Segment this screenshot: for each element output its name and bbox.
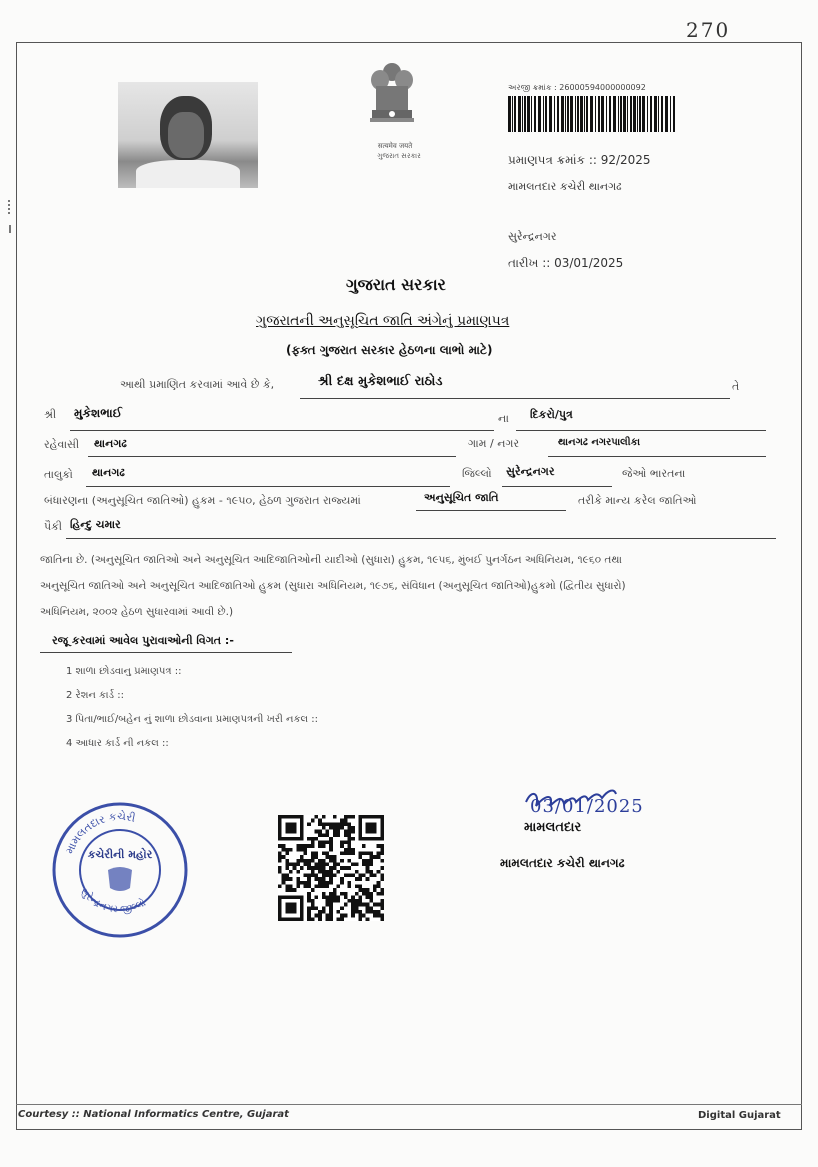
category-value: અનુસૂચિત જાતિ [424,491,499,504]
footer-courtesy: Courtesy :: National Informatics Centre, Gujarat [18,1109,289,1120]
legal-text-line-2: અનુસૂચિત જાતિઓ અને અનુસૂચિત આદિજાતિઓ હુકમ (સુધારા અધિનિયમ, ૧૯૭૬, સંવિધાન (અનુસૂચિત જાતિઓ)હુકમો (દ્વિતીય સુધારો) [40,580,626,592]
underline [516,430,766,431]
national-emblem-icon [362,58,422,140]
issue-date: તારીખ :: 03/01/2025 [508,256,624,270]
evidence-item: 4 આધાર કાર્ડ ની નકલ :: [66,738,169,749]
barcode [508,96,676,132]
signatory-office: મામલતદાર કચેરી થાનગઢ [500,856,625,870]
te-text: તે [732,380,740,393]
application-number: અરજી ક્રમાંક : 26000594000000092 [508,83,646,92]
village-value: થાનગઢ નગરપાલીકા [558,437,641,448]
resident-value: થાનગઢ [94,437,127,450]
taluka-label: તાલુકો [44,468,73,481]
caste-label: પૈકી [44,520,63,533]
document-title: ગુજરાત સરકાર [346,275,446,294]
legal-text-line-3: અધિનિયમ, ૨૦૦૨ હેઠળ સુધારવામાં આવી છે.) [40,606,234,618]
india-text: જેઓ ભારતના [622,467,686,480]
subtitle-note: (ફક્ત ગુજરાત સરકાર હેઠળના લાભો માટે) [286,343,493,357]
underline [88,456,456,457]
caste-value: હિન્દુ ચમાર [70,518,121,531]
na-text: ના [498,412,509,425]
village-label: ગામ / નગર [468,437,520,450]
footer-rule [16,1104,802,1105]
seal-center-text: કચેરીની મહોર [87,848,153,861]
signatory-designation: મામલતદાર [524,820,582,835]
relation: દિકરો/પુત્ર [530,408,573,421]
evidence-item: 3 પિતા/ભાઈ/બહેન નું શાળા છોડવાના પ્રમાણપત્રની ખરી નકલ :: [66,714,319,725]
handwritten-page-number: 270 [686,18,731,42]
certify-prefix: આથી પ્રમાણિત કરવામાં આવે છે કે, [120,378,275,391]
underline [502,486,612,487]
signature-date: 03/01/2025 [530,796,644,817]
applicant-photo [118,82,258,188]
certificate-number: પ્રમાણપત્ર ક્રમાંક :: 92/2025 [508,153,651,167]
footer-brand: Digital Gujarat [698,1110,781,1121]
applicant-name: શ્રી દક્ષ મુકેશભાઈ રાઠોડ [318,374,443,389]
underline [70,430,494,431]
constitution-text: બંધારણના (અનુસૂચિત જાતિઓ) હુકમ - ૧૯૫૦, હેઠળ ગુજરાત રાજ્યમાં [44,494,361,507]
underline [416,510,566,511]
underline [86,486,450,487]
seal-bottom-text: સુરેન્દ્રનગર જીલ્લો [77,886,148,916]
district-label: જિલ્લો [462,467,492,480]
emblem-caption-2: ગુજરાત સરકાર [377,152,421,160]
issuing-district: સુરેન્દ્રનગર [508,230,557,243]
margin-mark [8,200,13,214]
legal-text-line-1: જાતિના છે. (અનુસૂચિત જાતિઓ અને અનુસૂચિત આદિજાતિઓની યાદીઓ (સુધારા) હુકમ, ૧૯૫૬, મુંબઈ પુનર્ગઠન અધિનિયમ, ૧૯૬૦ તથા [40,554,622,566]
qr-code [278,815,384,921]
underline [300,398,730,399]
underline [40,652,292,653]
shri-label: શ્રી [44,408,57,421]
resident-label: રહેવાસી [44,438,80,451]
seal-top-text: મામલતદાર કચેરી [63,809,137,856]
evidence-item: 1 શાળા છોડવાનુ પ્રમાણપત્ર :: [66,666,182,677]
office-seal-stamp [50,800,190,940]
recognized-text: તરીકે માન્ય કરેલ જાતિઓ [578,494,697,507]
taluka-value: થાનગઢ [92,466,125,479]
issuing-office: મામલતદાર કચેરી થાનગઢ [508,180,622,193]
evidence-heading: રજૂ કરવામાં આવેલ પુરાવાઓની વિગત :- [52,634,234,647]
evidence-item: 2 રેશન કાર્ડ :: [66,690,124,701]
father-name: મુકેશભાઈ [74,406,123,420]
margin-mark [9,225,11,233]
emblem-caption-1: सत्यमेव जयते [377,142,413,150]
document-subtitle: ગુજરાતની અનુસૂચિત જાતિ અંગેનું પ્રમાણપત્ર [256,313,510,329]
underline [548,456,766,457]
underline [66,538,776,539]
district-value: સુરેન્દ્રનગર [506,465,555,478]
